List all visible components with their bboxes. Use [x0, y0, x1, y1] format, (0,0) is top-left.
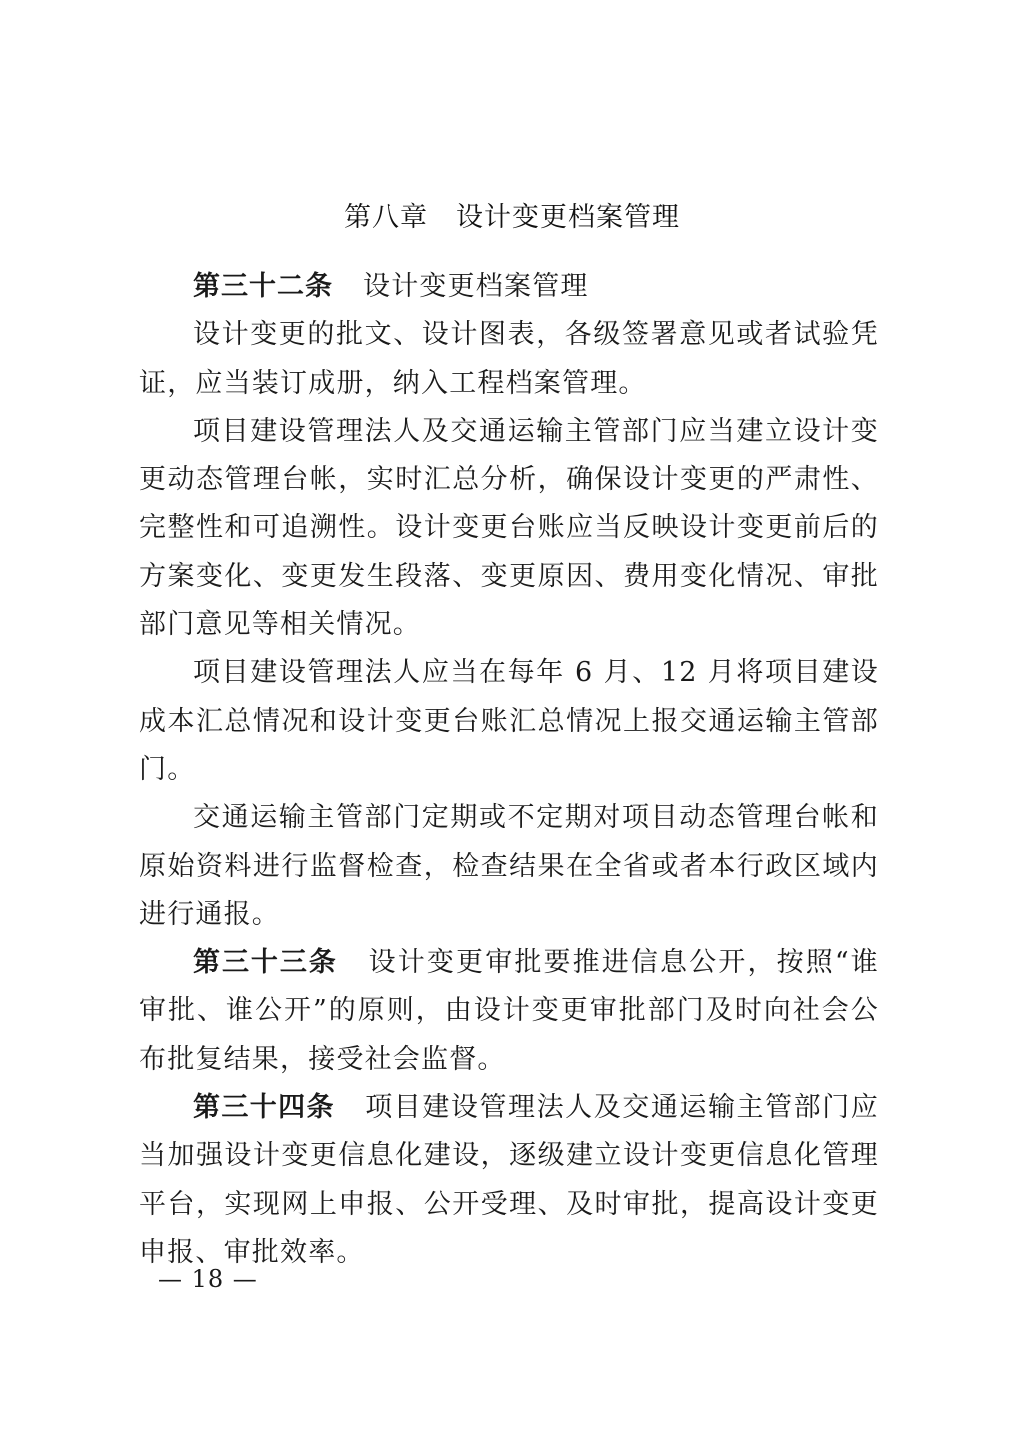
chapter-number: 第八章: [344, 202, 428, 233]
article-33-paragraph: [139, 939, 879, 1084]
document-body: [139, 263, 879, 1277]
article-32-paragraph-2: 项目建设管理法人及交通运输主管部门应当建立设计变更动态管理台帐，实时汇总分析，确保设计变更的严肃性、完整性和可追溯性。设计变更台账应当反映设计变更前后的方案变化、变更发生段落、变更原因、费用变化情况、审批部门意见等相关情况。: [139, 415, 879, 641]
article-32-heading-paragraph: [139, 263, 879, 311]
article-34-label: 第三十四条: [193, 1092, 335, 1124]
article-32-title: 设计变更档案管理: [363, 271, 589, 302]
article-32-paragraph-4: 交通运输主管部门定期或不定期对项目动态管理台帐和原始资料进行监督检查，检查结果在全省或者本行政区域内进行通报。: [139, 802, 879, 930]
article-33-text: 设计变更审批要推进信息公开，按照“谁审批、谁公开”的原则，由设计变更审批部门及时向社会公布批复结果，接受社会监督。: [139, 947, 880, 1075]
article-33-label: 第三十三条: [193, 947, 338, 979]
page-number: — 18 —: [158, 1265, 258, 1293]
chapter-title: [0, 198, 1024, 238]
article-34-paragraph: [139, 1084, 879, 1277]
article-32-paragraph-1: 设计变更的批文、设计图表，各级签署意见或者试验凭证，应当装订成册，纳入工程档案管理。: [139, 319, 879, 399]
article-32-label: 第三十二条: [193, 271, 333, 302]
article-32-paragraph-3: 项目建设管理法人应当在每年 6 月、12 月将项目建设成本汇总情况和设计变更台账汇总情况上报交通运输主管部门。: [139, 657, 879, 785]
chapter-name: 设计变更档案管理: [456, 202, 680, 233]
article-34-text: 项目建设管理法人及交通运输主管部门应当加强设计变更信息化建设，逐级建立设计变更信息化管理平台，实现网上申报、公开受理、及时审批，提高设计变更申报、审批效率。: [139, 1092, 879, 1268]
